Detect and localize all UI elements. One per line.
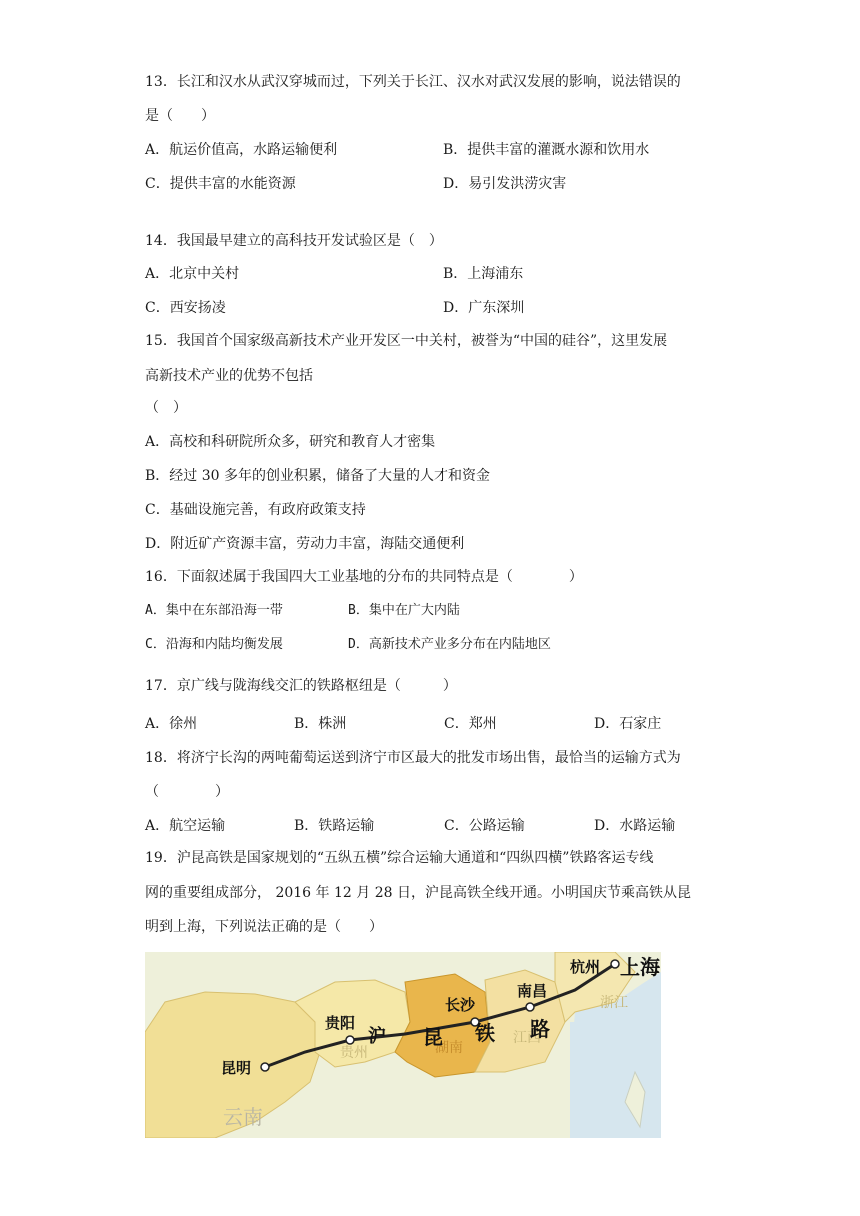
q14-option-a: A．北京中关村 [145, 266, 240, 282]
q13-option-b: B．提供丰富的灌溉水源和饮用水 [443, 142, 650, 158]
label-hangzhou: 杭州 [570, 958, 601, 976]
label-yunnan: 云南 [223, 1105, 263, 1129]
label-shanghai: 上海 [620, 955, 660, 979]
q13-stem-line1: 13．长江和汉水从武汉穿城而过，下列关于长江、汉水对武汉发展的影响，说法错误的 [145, 74, 681, 90]
q13-option-d: D．易引发洪涝灾害 [443, 176, 567, 192]
q15-stem-line3: （ ） [145, 400, 187, 416]
q18-stem-line1: 18．将济宁长沟的两吨葡萄运送到济宁市区最大的批发市场出售，最恰当的运输方式为 [145, 750, 681, 766]
label-zhejiang: 浙江 [600, 995, 628, 1011]
q14-option-c: C．西安扬凌 [145, 300, 226, 316]
label-guizhou: 贵州 [340, 1045, 368, 1061]
q18-stem-line2: （ ） [145, 784, 229, 800]
route-char-tie: 铁 [475, 1021, 495, 1045]
q17-option-d: D．石家庄 [594, 716, 662, 732]
q13-stem-line2: 是（ ） [145, 108, 215, 124]
label-hunan: 湖南 [435, 1040, 463, 1056]
q16-option-d: D．高新技术产业多分布在内陆地区 [348, 637, 551, 652]
q15-stem-line1: 15．我国首个国家级高新技术产业开发区一中关村，被誉为“中国的硅谷”，这里发展 [145, 333, 668, 349]
q14-option-b: B．上海浦东 [443, 266, 524, 282]
q15-option-a: A．高校和科研院所众多，研究和教育人才密集 [145, 434, 436, 450]
q15-option-c: C．基础设施完善，有政府政策支持 [145, 502, 366, 518]
q15-option-d: D．附近矿产资源丰富，劳动力丰富，海陆交通便利 [145, 536, 465, 552]
shanghai-kunming-railway-map [145, 952, 661, 1138]
q15-stem-line2: 高新技术产业的优势不包括 [145, 368, 313, 384]
route-char-lu: 路 [530, 1017, 550, 1041]
q16-stem: 16．下面叙述属于我国四大工业基地的分布的共同特点是（ ） [145, 569, 583, 585]
label-jiangxi: 江西 [513, 1030, 541, 1046]
city-dot-guiyang [346, 1036, 354, 1044]
city-dot-kunming [261, 1063, 269, 1071]
q17-option-b: B．株洲 [294, 716, 347, 732]
q18-option-c: C．公路运输 [444, 818, 525, 834]
q18-option-d: D．水路运输 [594, 818, 676, 834]
q16-option-a: A．集中在东部沿海一带 [145, 603, 283, 618]
q17-stem: 17．京广线与陇海线交汇的铁路枢纽是（ ） [145, 678, 457, 694]
q13-option-c: C．提供丰富的水能资源 [145, 176, 296, 192]
q17-option-a: A．徐州 [145, 716, 198, 732]
label-nanchang: 南昌 [517, 982, 548, 1000]
q16-option-b: B．集中在广大内陆 [348, 603, 460, 618]
route-char-hu: 沪 [368, 1026, 386, 1047]
city-dot-hangzhou [611, 960, 619, 968]
label-guiyang: 贵阳 [325, 1014, 356, 1032]
city-dot-nanchang [526, 1003, 534, 1011]
q15-option-b: B．经过 30 多年的创业积累，储备了大量的人才和资金 [145, 468, 491, 484]
route-char-kun: 昆 [423, 1025, 443, 1049]
q19-stem-line2: 网的重要组成部分， 2016 年 12 月 28 日，沪昆高铁全线开通。小明国庆节乘高铁从昆 [145, 885, 691, 901]
q14-option-d: D．广东深圳 [443, 300, 525, 316]
q19-stem-line3: 明到上海，下列说法正确的是（ ） [145, 919, 383, 935]
q16-option-c: C．沿海和内陆均衡发展 [145, 637, 283, 652]
label-kunming: 昆明 [221, 1059, 252, 1077]
q14-stem: 14．我国最早建立的高科技开发试验区是（ ） [145, 233, 443, 249]
label-changsha: 长沙 [445, 996, 476, 1014]
q18-option-a: A．航空运输 [145, 818, 226, 834]
q18-option-b: B．铁路运输 [294, 818, 375, 834]
q19-stem-line1: 19．沪昆高铁是国家规划的“五纵五横”综合运输大通道和“四纵四横”铁路客运专线 [145, 850, 654, 866]
q13-option-a: A．航运价值高，水路运输便利 [145, 142, 338, 158]
q17-option-c: C．郑州 [444, 716, 497, 732]
